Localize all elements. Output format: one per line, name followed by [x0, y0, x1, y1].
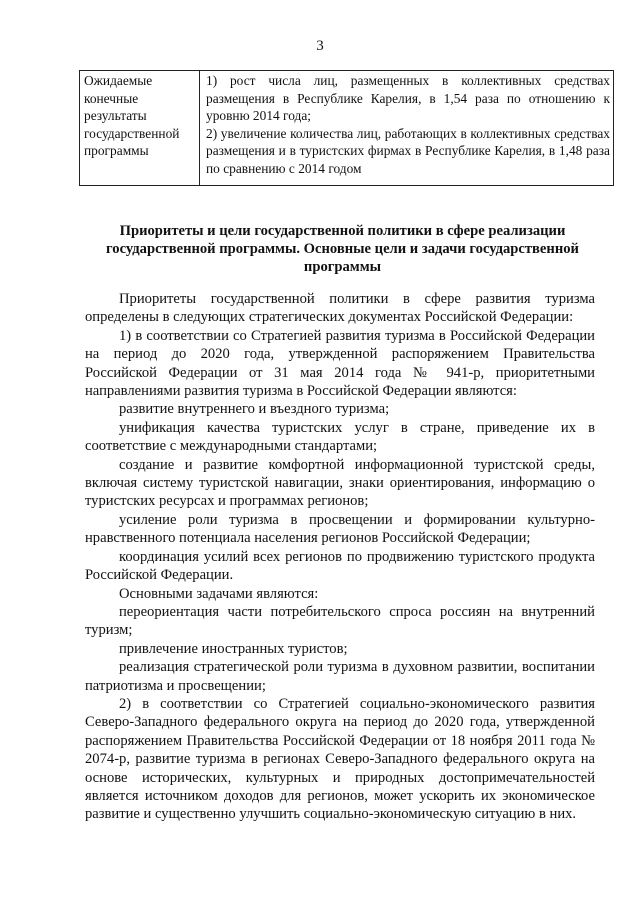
paragraph-foreign-tourists: привлечение иностранных туристов; [119, 640, 348, 657]
paragraph-northwest-strategy: 2) в соответствии со Стратегией социально-экономического развития Северо-Западного федерального округа на период до 2020 года, утвержденной распоряжением Правительства Российской Федерации от 18 ноября 2011 года № 2074-р, развитие туризма в регионах Северо-Западного федерального округа на основе исторических, культурных и природных достопримечательностей является источником доходов для регионов, может ускорить их экономическое развитие и существенно улучшить социально-экономическую ситуацию в них. [85, 695, 595, 823]
paragraph-information-environment: создание и развитие комфортной информационной туристской среды, включая систему туристской навигации, знаки ориентирования, информацию о туристских ресурсах и программах регионов; [85, 456, 595, 510]
table-label-cell: Ожидаемые конечные результаты государственной программы [80, 71, 200, 186]
paragraph-demand-reorientation: переориентация части потребительского спроса россиян на внутренний туризм; [85, 603, 595, 639]
paragraph-tourism-strategy: 1) в соответствии со Стратегией развития туризма в Российской Федерации на период до 2020 года, утвержденной распоряжением Правительства Российской Федерации от 31 мая 2014 года № 941-р, приоритетными направлениями развития туризма в Российской Федерации являются: [85, 327, 595, 400]
section-heading: Приоритеты и цели государственной политики в сфере реализации государственной программы. Основные цели и задачи государственной программы [106, 223, 579, 275]
expected-result-item-2: 2) увеличение количества лиц, работающих в коллективных средствах размещения и в туристских фирмах в Республике Карелия, в 1,48 раза по сравнению с 2014 годом [206, 125, 610, 176]
table-row [80, 71, 614, 186]
paragraph-spiritual-role: реализация стратегической роли туризма в духовном развитии, воспитании патриотизма и просвещении; [85, 659, 595, 694]
paragraph-priorities-intro: Приоритеты государственной политики в сфере развития туризма определены в следующих стратегических документах Российской Федерации: [85, 291, 595, 326]
paragraph-regional-coordination: координация усилий всех регионов по продвижению туристского продукта Российской Федерации. [85, 548, 595, 584]
paragraph-main-tasks: Основными задачами являются: [119, 585, 319, 602]
paragraph-domestic-tourism: развитие внутреннего и въездного туризма; [119, 401, 390, 418]
expected-results-table [79, 70, 614, 186]
paragraph-quality-unification: унификация качества туристских услуг в стране, приведение их в соответствие с международными стандартами; [85, 419, 595, 455]
table-value-cell [200, 71, 614, 186]
expected-result-item-1: 1) рост числа лиц, размещенных в коллективных средствах размещения в Республике Карелия, в 1,54 раза по отношению к уровню 2014 года; [206, 73, 610, 124]
paragraph-education-role: усиление роли туризма в просвещении и формировании культурно-нравственного потенциала населения регионов Российской Федерации; [85, 511, 595, 547]
page-number: 3 [316, 38, 324, 54]
body-text [85, 290, 595, 824]
